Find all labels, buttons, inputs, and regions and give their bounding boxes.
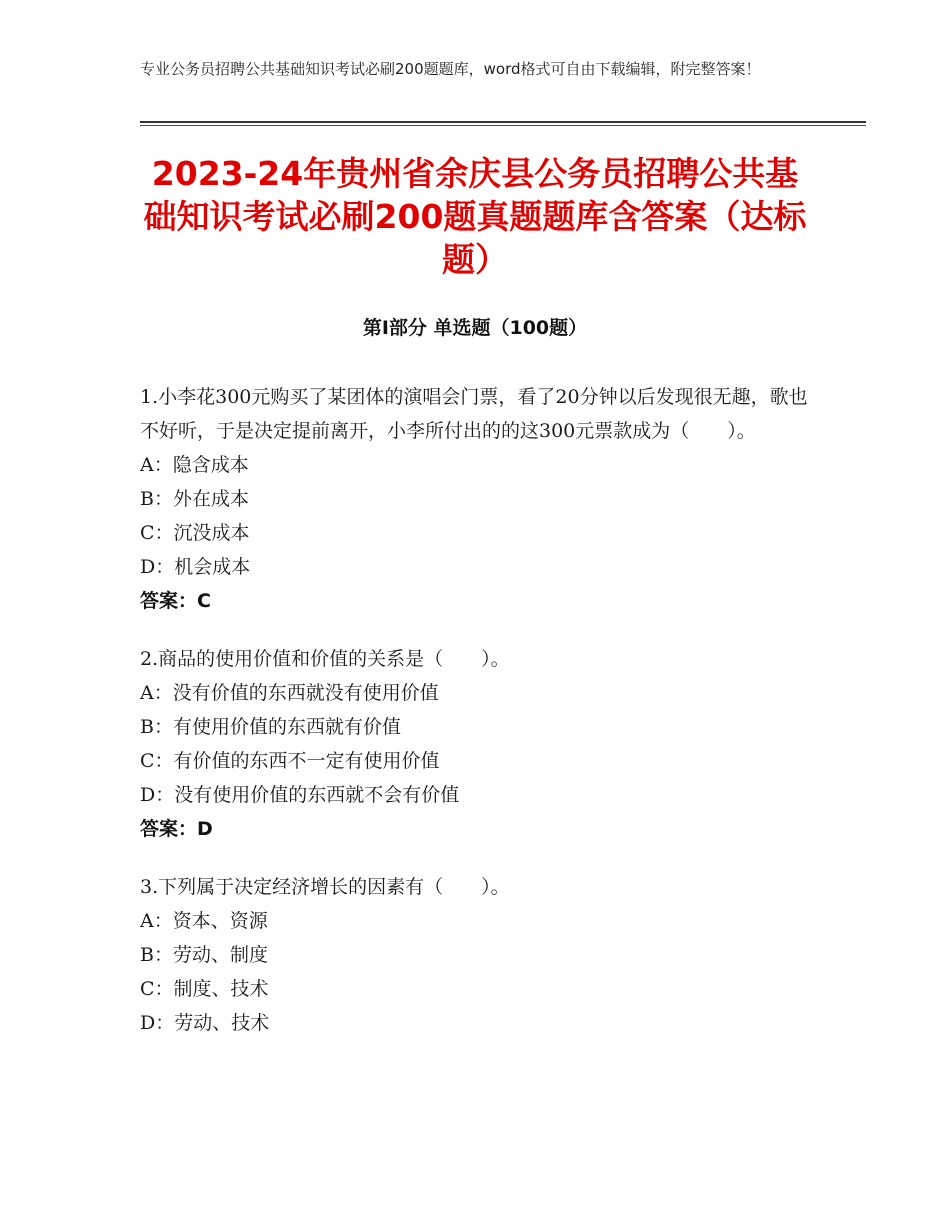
header-divider-thin bbox=[140, 125, 866, 126]
question-stem: 3.下列属于决定经济增长的因素有（ ）。 bbox=[140, 876, 510, 898]
question-option-a: A：没有价值的东西就没有使用价值 bbox=[140, 682, 439, 704]
question-option-d: D：没有使用价值的东西就不会有价值 bbox=[140, 784, 460, 806]
document-title: 2023-24年贵州省余庆县公务员招聘公共基础知识考试必刷200题真题题库含答案（达标题） bbox=[143, 154, 807, 279]
question-option-b: B：劳动、制度 bbox=[140, 944, 268, 966]
question-2 bbox=[140, 642, 810, 846]
question-answer: 答案：C bbox=[140, 590, 211, 612]
question-option-a: A：隐含成本 bbox=[140, 454, 249, 476]
question-option-d: D：劳动、技术 bbox=[140, 1012, 270, 1034]
question-option-a: A：资本、资源 bbox=[140, 910, 268, 932]
question-stem: 2.商品的使用价值和价值的关系是（ ）。 bbox=[140, 648, 510, 670]
question-list bbox=[140, 380, 810, 1064]
question-stem: 1.小李花300元购买了某团体的演唱会门票，看了20分钟以后发现很无趣，歌也不好听，于是决定提前离开，小李所付出的的这300元票款成为（ ）。 bbox=[140, 386, 808, 442]
question-3 bbox=[140, 870, 810, 1040]
section-title: 第Ⅰ部分 单选题（100题） bbox=[362, 317, 588, 339]
header-divider bbox=[140, 121, 866, 123]
question-1 bbox=[140, 380, 810, 618]
question-option-c: C：沉没成本 bbox=[140, 522, 250, 544]
question-option-c: C：制度、技术 bbox=[140, 978, 269, 1000]
question-option-c: C：有价值的东西不一定有使用价值 bbox=[140, 750, 440, 772]
question-option-b: B：外在成本 bbox=[140, 488, 249, 510]
question-option-b: B：有使用价值的东西就有价值 bbox=[140, 716, 401, 738]
header-note: 专业公务员招聘公共基础知识考试必刷200题题库，word格式可自由下载编辑，附完整答案！ bbox=[140, 60, 761, 78]
question-option-d: D：机会成本 bbox=[140, 556, 251, 578]
question-answer: 答案：D bbox=[140, 818, 213, 840]
